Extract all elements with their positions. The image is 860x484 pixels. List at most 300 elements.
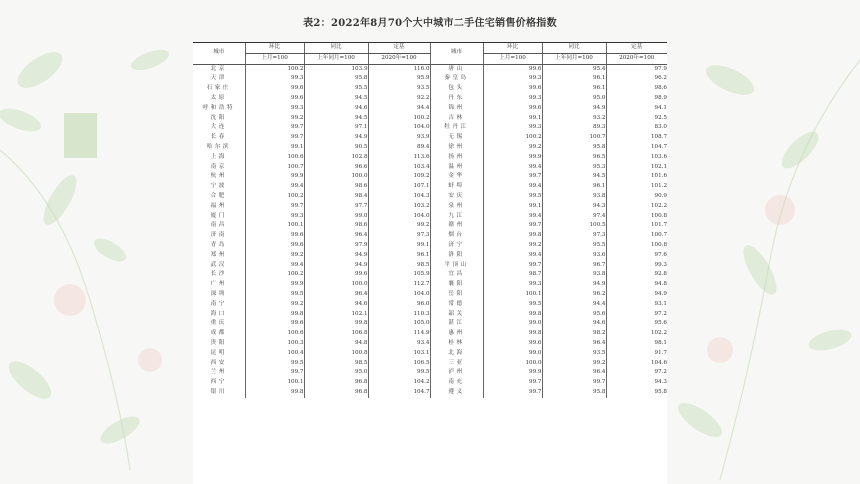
city-name: 哈尔滨 xyxy=(206,143,231,150)
mom-value: 99.3 xyxy=(245,104,304,114)
yoy-value: 98.2 xyxy=(542,329,606,339)
mom-value: 99.2 xyxy=(483,143,542,153)
base-value: 103.1 xyxy=(368,349,430,359)
mom-value: 99.4 xyxy=(483,182,542,192)
base-value: 102.1 xyxy=(606,163,667,173)
mom-value: 100.2 xyxy=(245,192,304,202)
mom-value: 100.0 xyxy=(483,359,542,369)
city-name: 平顶山 xyxy=(430,261,483,271)
header-mom: 环比 xyxy=(245,43,304,54)
table-body xyxy=(193,64,667,398)
yoy-value: 94.9 xyxy=(304,251,368,261)
table-row xyxy=(193,319,667,329)
city-name: 长春 xyxy=(210,134,227,141)
city-name: 吉林 xyxy=(430,114,483,124)
mom-value: 100.6 xyxy=(245,329,304,339)
city-name: 扬州 xyxy=(430,153,483,163)
base-value: 95.8 xyxy=(606,388,667,398)
yoy-value: 96.7 xyxy=(542,261,606,271)
table-row xyxy=(193,114,667,124)
mom-value: 99.9 xyxy=(483,153,542,163)
base-value: 97.9 xyxy=(606,64,667,74)
yoy-value: 94.9 xyxy=(542,280,606,290)
mom-value: 99.4 xyxy=(245,261,304,271)
header-yoy: 同比 xyxy=(304,43,368,54)
city-name: 蚌埠 xyxy=(430,182,483,192)
base-value: 104.0 xyxy=(368,212,430,222)
base-value: 104.7 xyxy=(368,388,430,398)
base-value: 91.7 xyxy=(606,349,667,359)
mom-value: 99.6 xyxy=(245,319,304,329)
yoy-value: 96.4 xyxy=(304,290,368,300)
base-value: 97.3 xyxy=(368,231,430,241)
table-row xyxy=(193,221,667,231)
mom-value: 99.2 xyxy=(245,114,304,124)
base-value: 113.6 xyxy=(368,153,430,163)
mom-value: 99.6 xyxy=(483,339,542,349)
base-value: 93.5 xyxy=(368,84,430,94)
city-name: 包头 xyxy=(430,84,483,94)
base-value: 92.5 xyxy=(606,114,667,124)
yoy-value: 95.8 xyxy=(304,74,368,84)
base-value: 90.9 xyxy=(606,192,667,202)
city-name: 合肥 xyxy=(210,192,227,199)
base-value: 97.2 xyxy=(606,310,667,320)
header-mom-sub: 上月=100 xyxy=(483,53,542,64)
mom-value: 99.1 xyxy=(483,202,542,212)
yoy-value: 98.6 xyxy=(304,221,368,231)
mom-value: 99.8 xyxy=(245,310,304,320)
base-value: 92.8 xyxy=(606,270,667,280)
mom-value: 99.7 xyxy=(245,123,304,133)
yoy-value: 97.7 xyxy=(304,202,368,212)
yoy-value: 99.2 xyxy=(542,359,606,369)
yoy-value: 102.8 xyxy=(304,153,368,163)
city-name: 沈阳 xyxy=(210,114,227,121)
mom-value: 99.7 xyxy=(245,133,304,143)
table-row xyxy=(193,163,667,173)
city-name: 无锡 xyxy=(430,133,483,143)
city-name: 湛江 xyxy=(430,319,483,329)
base-value: 99.3 xyxy=(606,261,667,271)
base-value: 94.9 xyxy=(606,290,667,300)
mom-value: 99.6 xyxy=(483,104,542,114)
yoy-value: 98.4 xyxy=(304,192,368,202)
mom-value: 98.7 xyxy=(483,270,542,280)
city-name: 深圳 xyxy=(210,290,227,297)
table-row xyxy=(193,290,667,300)
mom-value: 100.6 xyxy=(245,153,304,163)
mom-value: 99.8 xyxy=(245,388,304,398)
mom-value: 99.3 xyxy=(483,94,542,104)
yoy-value: 99.6 xyxy=(304,270,368,280)
yoy-value: 94.4 xyxy=(542,300,606,310)
base-value: 103.2 xyxy=(368,202,430,212)
city-name: 上海 xyxy=(210,153,227,160)
header-base: 定基 xyxy=(606,43,667,54)
mom-value: 99.2 xyxy=(245,300,304,310)
yoy-value: 94.5 xyxy=(542,172,606,182)
mom-value: 100.3 xyxy=(245,339,304,349)
base-value: 105.9 xyxy=(368,270,430,280)
yoy-value: 95.0 xyxy=(542,94,606,104)
header-city: 城市 xyxy=(430,43,483,65)
yoy-value: 100.0 xyxy=(304,172,368,182)
yoy-value: 95.8 xyxy=(542,388,606,398)
city-name: 桂林 xyxy=(430,339,483,349)
yoy-value: 95.5 xyxy=(542,241,606,251)
city-name: 昆明 xyxy=(210,349,227,356)
yoy-value: 95.6 xyxy=(542,310,606,320)
base-value: 103.6 xyxy=(606,153,667,163)
base-value: 100.2 xyxy=(368,114,430,124)
table-row xyxy=(193,212,667,222)
mom-value: 99.7 xyxy=(245,368,304,378)
header-base: 定基 xyxy=(368,43,430,54)
mom-value: 99.9 xyxy=(245,172,304,182)
base-value: 114.9 xyxy=(368,329,430,339)
mom-value: 100.4 xyxy=(245,349,304,359)
header-city: 城市 xyxy=(193,43,245,65)
base-value: 97.6 xyxy=(606,251,667,261)
city-name: 南充 xyxy=(430,378,483,388)
price-index-table xyxy=(193,42,667,398)
base-value: 116.0 xyxy=(368,64,430,74)
city-name: 青岛 xyxy=(210,241,227,248)
city-name: 济宁 xyxy=(430,241,483,251)
base-value: 93.4 xyxy=(368,339,430,349)
base-value: 110.3 xyxy=(368,310,430,320)
city-name: 西安 xyxy=(210,359,227,366)
yoy-value: 106.8 xyxy=(304,329,368,339)
base-value: 104.3 xyxy=(368,192,430,202)
table-row xyxy=(193,359,667,369)
base-value: 101.7 xyxy=(606,221,667,231)
table-row xyxy=(193,84,667,94)
yoy-value: 94.6 xyxy=(304,300,368,310)
table-row xyxy=(193,349,667,359)
yoy-value: 103.9 xyxy=(304,64,368,74)
city-name: 兰州 xyxy=(210,369,227,376)
mom-value: 99.2 xyxy=(245,251,304,261)
base-value: 94.4 xyxy=(368,104,430,114)
base-value: 109.2 xyxy=(368,172,430,182)
mom-value: 100.2 xyxy=(245,270,304,280)
yoy-value: 94.6 xyxy=(304,104,368,114)
table-row xyxy=(193,104,667,114)
base-value: 105.0 xyxy=(368,319,430,329)
mom-value: 99.3 xyxy=(483,280,542,290)
city-name: 南昌 xyxy=(210,222,227,229)
mom-value: 99.6 xyxy=(245,94,304,104)
mom-value: 99.7 xyxy=(483,261,542,271)
yoy-value: 96.8 xyxy=(304,378,368,388)
mom-value: 99.4 xyxy=(483,251,542,261)
mom-value: 99.4 xyxy=(483,212,542,222)
city-name: 赣州 xyxy=(430,221,483,231)
header-base-sub: 2020年=100 xyxy=(606,53,667,64)
base-value: 107.1 xyxy=(368,182,430,192)
yoy-value: 94.6 xyxy=(542,319,606,329)
mom-value: 100.2 xyxy=(245,64,304,74)
city-name: 厦门 xyxy=(210,212,227,219)
yoy-value: 96.1 xyxy=(542,182,606,192)
table-row xyxy=(193,270,667,280)
yoy-value: 94.9 xyxy=(304,133,368,143)
city-name: 郑州 xyxy=(210,251,227,258)
yoy-value: 96.4 xyxy=(304,231,368,241)
header-yoy: 同比 xyxy=(542,43,606,54)
table-row xyxy=(193,310,667,320)
mom-value: 99.4 xyxy=(483,163,542,173)
city-name: 泸州 xyxy=(430,368,483,378)
table-row xyxy=(193,123,667,133)
yoy-value: 96.6 xyxy=(304,163,368,173)
city-name: 成都 xyxy=(210,330,227,337)
table-row xyxy=(193,300,667,310)
city-name: 西宁 xyxy=(210,379,227,386)
yoy-value: 100.7 xyxy=(542,133,606,143)
city-name: 银川 xyxy=(210,388,227,395)
base-value: 106.5 xyxy=(368,359,430,369)
table-row xyxy=(193,378,667,388)
yoy-value: 97.3 xyxy=(542,231,606,241)
base-value: 100.8 xyxy=(606,241,667,251)
mom-value: 99.4 xyxy=(245,182,304,192)
base-value: 102.2 xyxy=(606,329,667,339)
table-row xyxy=(193,143,667,153)
header-yoy-sub: 上年同月=100 xyxy=(542,53,606,64)
city-name: 武汉 xyxy=(210,261,227,268)
base-value: 98.9 xyxy=(606,94,667,104)
mom-value: 99.5 xyxy=(245,359,304,369)
yoy-value: 96.4 xyxy=(542,339,606,349)
table-row xyxy=(193,182,667,192)
city-name: 天津 xyxy=(210,75,227,82)
mom-value: 99.7 xyxy=(483,378,542,388)
mom-value: 99.3 xyxy=(483,74,542,84)
mom-value: 99.3 xyxy=(245,74,304,84)
base-value: 89.4 xyxy=(368,143,430,153)
mom-value: 99.6 xyxy=(245,241,304,251)
base-value: 104.0 xyxy=(368,123,430,133)
city-name: 秦皇岛 xyxy=(430,74,483,84)
city-name: 贵阳 xyxy=(210,339,227,346)
yoy-value: 95.5 xyxy=(304,84,368,94)
table-row xyxy=(193,388,667,398)
yoy-value: 98.5 xyxy=(304,359,368,369)
yoy-value: 93.6 xyxy=(542,251,606,261)
city-name: 金华 xyxy=(430,172,483,182)
city-name: 南宁 xyxy=(210,300,227,307)
mom-value: 99.0 xyxy=(483,349,542,359)
yoy-value: 99.0 xyxy=(304,212,368,222)
mom-value: 99.9 xyxy=(483,368,542,378)
city-name: 温州 xyxy=(430,163,483,173)
yoy-value: 93.2 xyxy=(542,114,606,124)
mom-value: 99.7 xyxy=(483,172,542,182)
city-name: 安庆 xyxy=(430,192,483,202)
yoy-value: 95.8 xyxy=(542,143,606,153)
mom-value: 99.8 xyxy=(483,329,542,339)
table-title: 表2：2022年8月70个大中城市二手住宅销售价格指数 xyxy=(303,18,557,29)
city-name: 石家庄 xyxy=(206,85,231,92)
table-row xyxy=(193,339,667,349)
city-name: 太原 xyxy=(210,94,227,101)
base-value: 96.2 xyxy=(606,74,667,84)
city-name: 海口 xyxy=(210,310,227,317)
city-name: 惠州 xyxy=(430,329,483,339)
city-name: 韶关 xyxy=(430,310,483,320)
base-value: 93.9 xyxy=(368,133,430,143)
city-name: 三亚 xyxy=(430,359,483,369)
table-row xyxy=(193,280,667,290)
mom-value: 99.0 xyxy=(483,319,542,329)
table-row xyxy=(193,133,667,143)
city-name: 大连 xyxy=(210,124,227,131)
mom-value: 99.6 xyxy=(245,84,304,94)
base-value: 99.2 xyxy=(368,221,430,231)
mom-value: 99.3 xyxy=(483,123,542,133)
mom-value: 100.7 xyxy=(245,163,304,173)
yoy-value: 96.5 xyxy=(542,153,606,163)
header-mom-sub: 上月=100 xyxy=(245,53,304,64)
base-value: 93.1 xyxy=(606,300,667,310)
yoy-value: 94.5 xyxy=(304,114,368,124)
mom-value: 99.7 xyxy=(245,202,304,212)
table-row xyxy=(193,94,667,104)
table-row xyxy=(193,241,667,251)
mom-value: 99.7 xyxy=(483,221,542,231)
mom-value: 99.3 xyxy=(245,212,304,222)
mom-value: 100.1 xyxy=(483,290,542,300)
yoy-value: 99.8 xyxy=(304,319,368,329)
base-value: 112.7 xyxy=(368,280,430,290)
mom-value: 99.5 xyxy=(483,300,542,310)
mom-value: 99.8 xyxy=(483,231,542,241)
city-name: 唐山 xyxy=(430,64,483,74)
base-value: 92.2 xyxy=(368,94,430,104)
mom-value: 99.6 xyxy=(483,84,542,94)
yoy-value: 93.8 xyxy=(542,192,606,202)
mom-value: 99.1 xyxy=(245,143,304,153)
base-value: 102.2 xyxy=(606,202,667,212)
city-name: 长沙 xyxy=(210,271,227,278)
base-value: 95.6 xyxy=(606,319,667,329)
yoy-value: 94.9 xyxy=(542,104,606,114)
table-row xyxy=(193,172,667,182)
yoy-value: 97.9 xyxy=(304,241,368,251)
yoy-value: 96.1 xyxy=(542,84,606,94)
city-name: 泉州 xyxy=(430,202,483,212)
yoy-value: 96.1 xyxy=(542,74,606,84)
mom-value: 99.5 xyxy=(483,192,542,202)
table-row xyxy=(193,74,667,84)
mom-value: 99.6 xyxy=(483,64,542,74)
base-value: 98.1 xyxy=(606,339,667,349)
yoy-value: 93.8 xyxy=(542,270,606,280)
mom-value: 100.2 xyxy=(483,133,542,143)
yoy-value: 98.6 xyxy=(304,182,368,192)
city-name: 重庆 xyxy=(210,320,227,327)
city-name: 北京 xyxy=(210,65,227,72)
yoy-value: 100.0 xyxy=(304,280,368,290)
yoy-value: 96.2 xyxy=(542,290,606,300)
base-value: 94.1 xyxy=(606,104,667,114)
mom-value: 100.1 xyxy=(245,378,304,388)
yoy-value: 94.3 xyxy=(542,202,606,212)
table-row xyxy=(193,231,667,241)
base-value: 104.2 xyxy=(368,378,430,388)
yoy-value: 96.4 xyxy=(542,368,606,378)
table-row xyxy=(193,261,667,271)
city-name: 襄阳 xyxy=(430,280,483,290)
city-name: 岳阳 xyxy=(430,290,483,300)
header-mom: 环比 xyxy=(483,43,542,54)
base-value: 100.8 xyxy=(606,212,667,222)
yoy-value: 100.8 xyxy=(304,349,368,359)
base-value: 104.7 xyxy=(606,143,667,153)
header-base-sub: 2020年=100 xyxy=(368,53,430,64)
city-name: 福州 xyxy=(210,202,227,209)
base-value: 98.6 xyxy=(606,84,667,94)
yoy-value: 96.8 xyxy=(304,388,368,398)
city-name: 北海 xyxy=(430,349,483,359)
base-value: 95.9 xyxy=(368,74,430,84)
base-value: 101.2 xyxy=(606,182,667,192)
base-value: 100.7 xyxy=(606,231,667,241)
base-value: 103.4 xyxy=(368,163,430,173)
city-name: 遵义 xyxy=(430,388,483,398)
city-name: 常德 xyxy=(430,300,483,310)
city-name: 九江 xyxy=(430,212,483,222)
city-name: 徐州 xyxy=(430,143,483,153)
mom-value: 99.7 xyxy=(483,388,542,398)
accent-block xyxy=(64,113,97,158)
city-name: 锦州 xyxy=(430,104,483,114)
table-row xyxy=(193,329,667,339)
city-name: 洛阳 xyxy=(430,251,483,261)
city-name: 烟台 xyxy=(430,231,483,241)
mom-value: 99.1 xyxy=(483,114,542,124)
base-value: 99.5 xyxy=(368,368,430,378)
yoy-value: 95.4 xyxy=(542,64,606,74)
mom-value: 99.5 xyxy=(245,290,304,300)
yoy-value: 94.5 xyxy=(304,94,368,104)
table-row xyxy=(193,368,667,378)
base-value: 94.3 xyxy=(606,378,667,388)
table-row xyxy=(193,192,667,202)
base-value: 104.6 xyxy=(606,359,667,369)
city-name: 济南 xyxy=(210,232,227,239)
yoy-value: 89.3 xyxy=(542,123,606,133)
city-name: 呼和浩特 xyxy=(202,104,235,111)
city-name: 南京 xyxy=(210,163,227,170)
yoy-value: 99.7 xyxy=(542,378,606,388)
header-yoy-sub: 上年同月=100 xyxy=(304,53,368,64)
base-value: 99.1 xyxy=(368,241,430,251)
table-row xyxy=(193,153,667,163)
base-value: 97.2 xyxy=(606,368,667,378)
yoy-value: 95.0 xyxy=(304,368,368,378)
mom-value: 100.1 xyxy=(245,221,304,231)
mom-value: 99.6 xyxy=(245,231,304,241)
mom-value: 99.2 xyxy=(483,241,542,251)
base-value: 96.1 xyxy=(368,251,430,261)
city-name: 牡丹江 xyxy=(430,123,483,133)
base-value: 96.0 xyxy=(368,300,430,310)
yoy-value: 102.1 xyxy=(304,310,368,320)
